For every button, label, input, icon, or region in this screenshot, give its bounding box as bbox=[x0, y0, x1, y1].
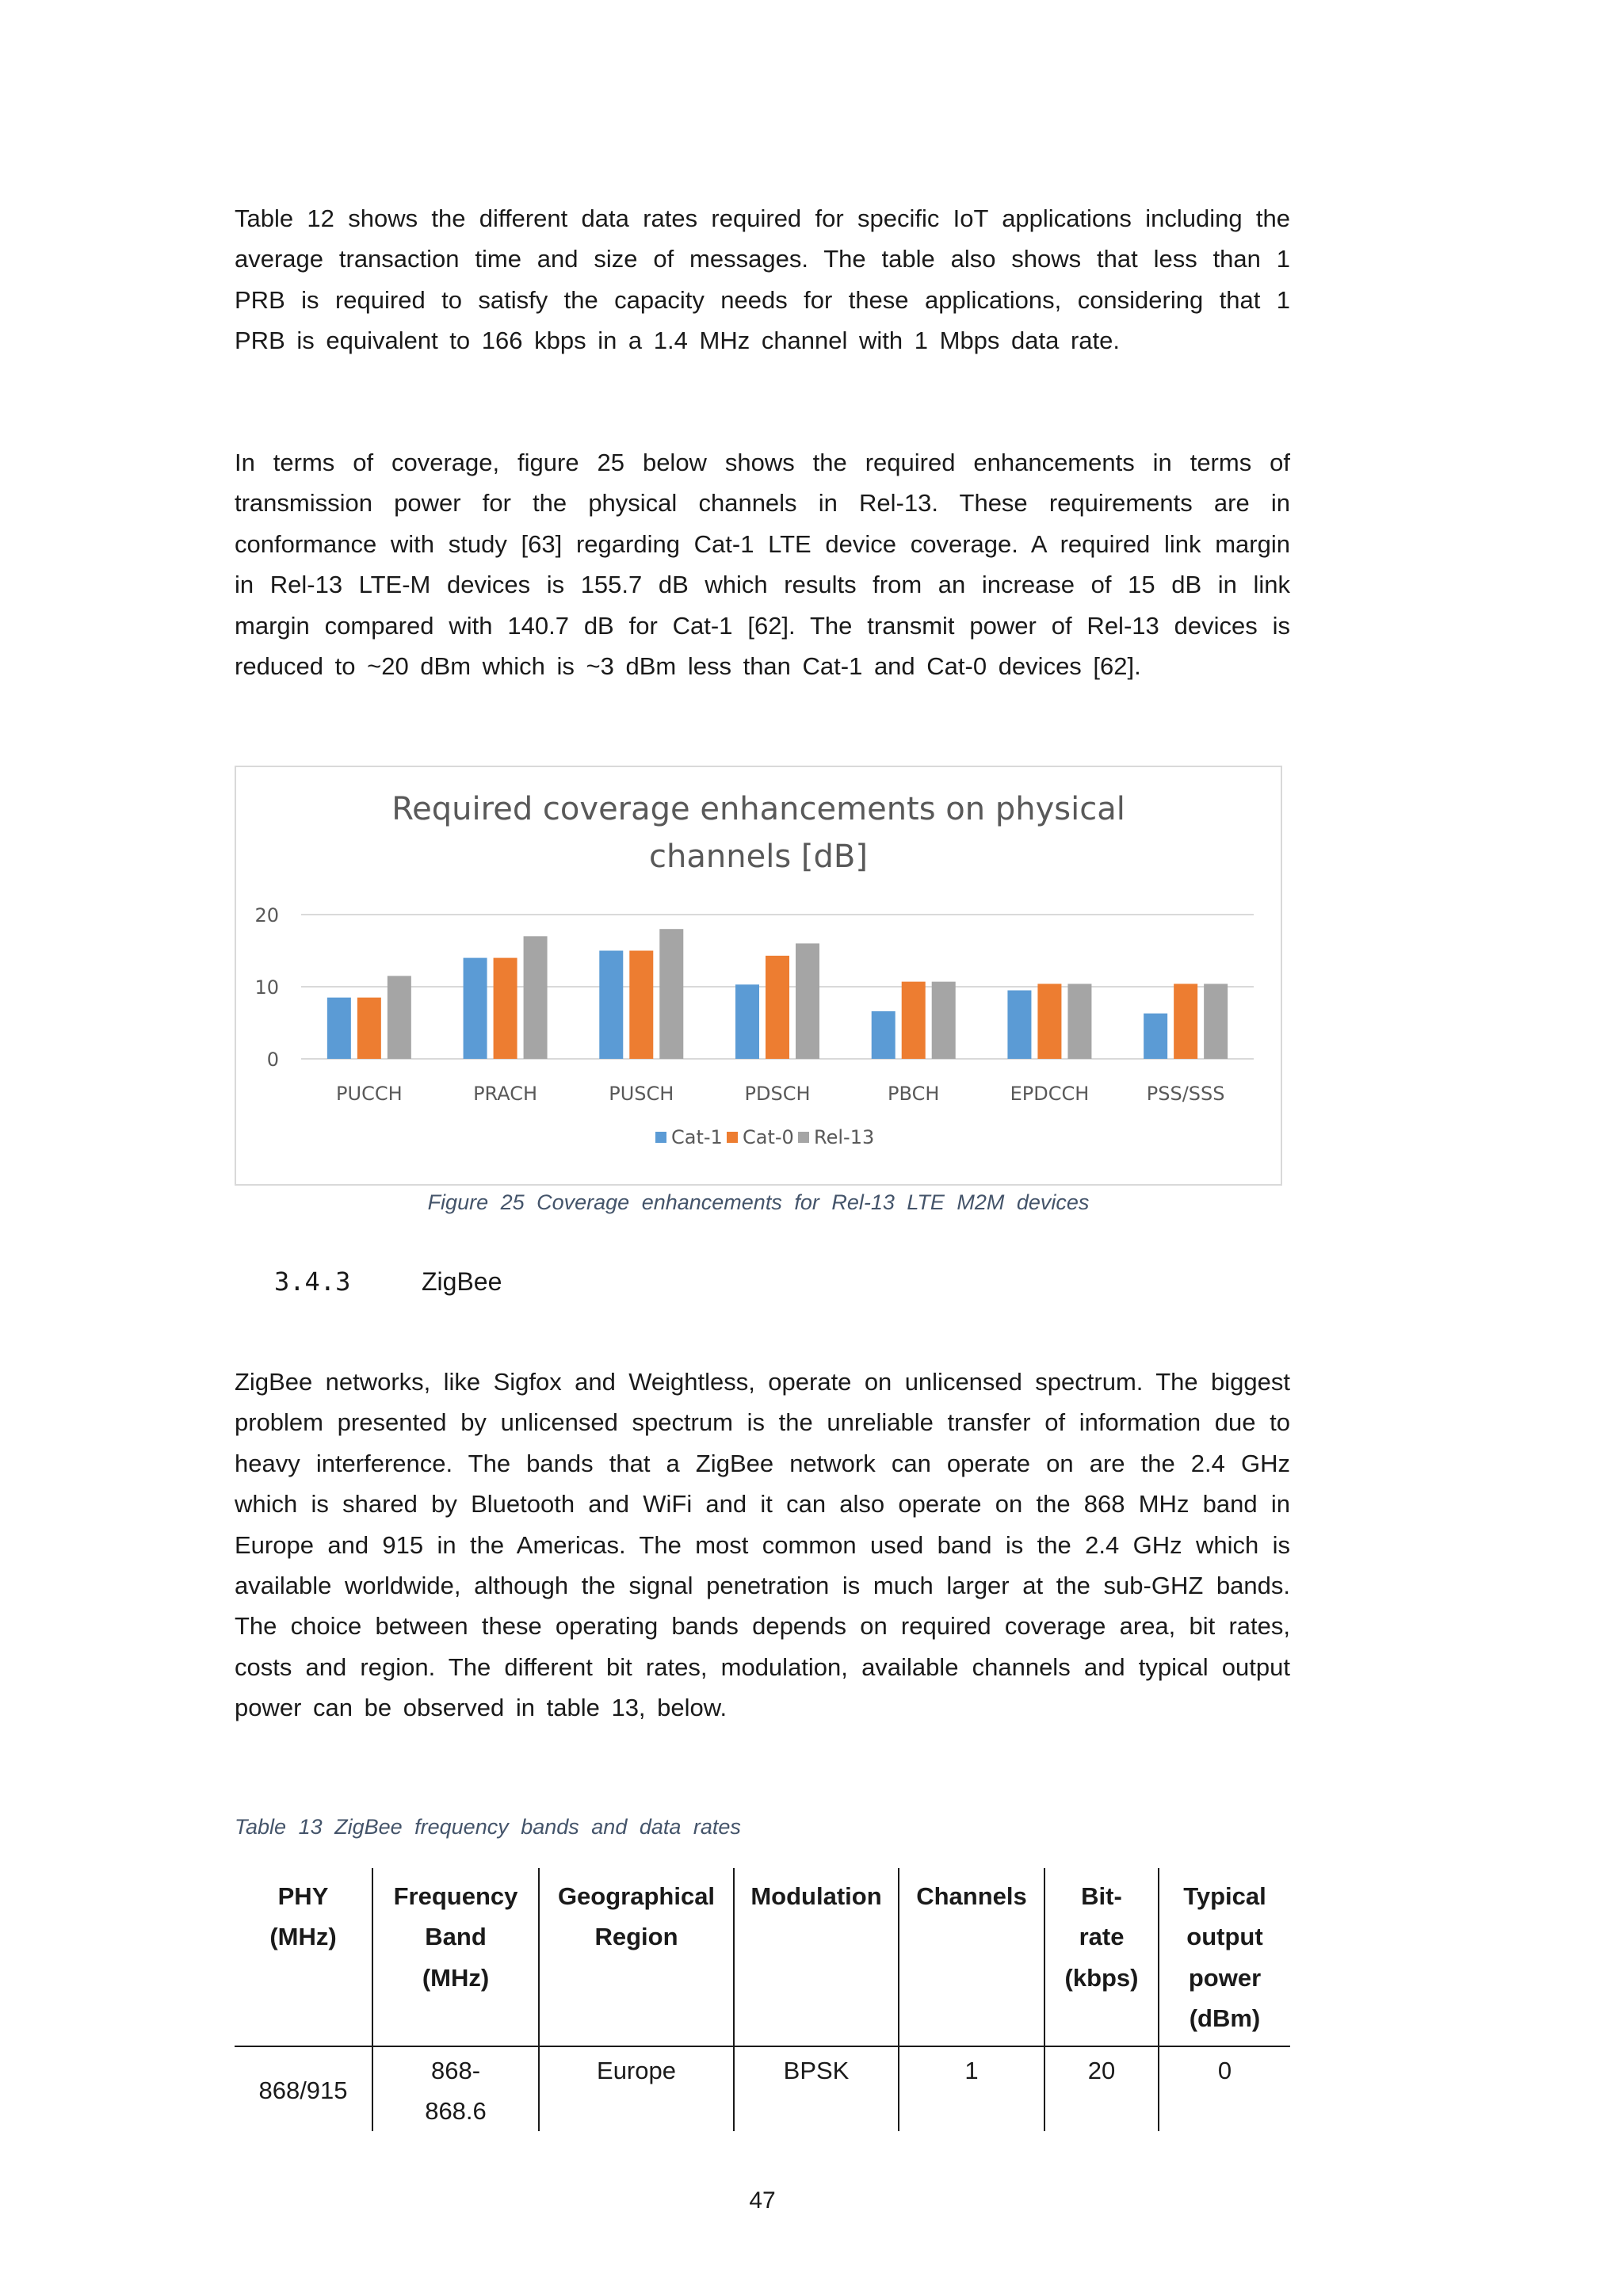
bar-cat-1-psssss bbox=[1144, 1014, 1167, 1059]
header-frequency-band: Frequency Band (MHz) bbox=[372, 1868, 539, 2046]
bar-cat-1-prach bbox=[464, 958, 487, 1059]
paragraph-coverage: In terms of coverage, figure 25 below shows the required enhancements in terms of transmission power for the physical channels in Rel-13. These requirements are in conformance with study [63] regarding Cat-1 LTE device coverage. A required link margin in Rel-13 LTE-M devices is 155.7 dB which results from an increase of 15 dB in link margin compared with 140.7 dB for Cat-1 [62]. The transmit power of Rel-13 devices is reduced to ~20 dBm which is ~3 dBm less than Cat-1 and Cat-0 devices [62]. bbox=[235, 449, 1290, 681]
paragraph-zigbee: ZigBee networks, like Sigfox and Weightless, operate on unlicensed spectrum. The biggest problem presented by unlicensed spectrum is the unreliable transfer of information due to heavy interference. The bands that a ZigBee network can operate on are the 2.4 GHz which is shared by Bluetooth and WiFi and it can also operate on the 868 MHz band in Europe and 915 in the Americas. The most common used band is the 2.4 GHz which is available worldwide, although the signal penetration is much larger at the sub-GHZ bands. The choice between these operating bands depends on required coverage area, bit rates, costs and region. The different bit rates, modulation, available channels and typical output power can be observed in table 13, below. bbox=[235, 1368, 1290, 1722]
bar-rel-13-pucch bbox=[388, 976, 411, 1059]
section-heading bbox=[274, 1266, 502, 1297]
bar-rel-13-prach bbox=[524, 936, 548, 1059]
x-tick-label: PBCH bbox=[888, 1083, 940, 1105]
bar-cat-0-prach bbox=[494, 958, 517, 1059]
bar-cat-0-pdsch bbox=[766, 956, 789, 1059]
y-tick-label: 0 bbox=[266, 1049, 279, 1071]
x-tick-label: EPDCCH bbox=[1010, 1083, 1090, 1105]
chart-title-line-1: Required coverage enhancements on physical bbox=[391, 791, 1125, 827]
bar-cat-0-pucch bbox=[357, 998, 381, 1059]
section-title: ZigBee bbox=[422, 1267, 502, 1296]
bar-cat-1-pdsch bbox=[735, 984, 759, 1059]
legend-label-cat-1: Cat-1 bbox=[671, 1126, 723, 1148]
header-bit-rate: Bit- rate (kbps) bbox=[1044, 1868, 1159, 2046]
table-header-row bbox=[235, 1868, 1290, 2046]
bar-cat-1-epdcch bbox=[1007, 991, 1031, 1059]
header-geographical-region: Geographical Region bbox=[539, 1868, 734, 2046]
cell-power: 0 bbox=[1159, 2046, 1290, 2132]
header-phy: PHY (MHz) bbox=[235, 1868, 372, 2046]
coverage-chart-svg bbox=[236, 767, 1281, 1184]
paragraph-table12-data-rates: Table 12 shows the different data rates required for specific IoT applications including the average transaction time and size of messages. The table also shows that less than 1 PRB is required to satisfy the capacity needs for these applications, considering that 1 PRB is equivalent to 166 kbps in a 1.4 MHz channel with 1 Mbps data rate. bbox=[235, 204, 1290, 355]
cell-region: Europe bbox=[539, 2046, 734, 2132]
bar-rel-13-pusch bbox=[659, 929, 683, 1059]
bar-rel-13-psssss bbox=[1204, 984, 1228, 1059]
bar-rel-13-epdcch bbox=[1067, 984, 1091, 1059]
bar-cat-0-pusch bbox=[629, 951, 653, 1060]
chart-y-tick-labels bbox=[254, 904, 279, 1071]
bar-cat-0-pbch bbox=[902, 982, 926, 1059]
legend-swatch-cat-0 bbox=[727, 1132, 738, 1143]
zigbee-bands-table bbox=[235, 1868, 1290, 2131]
bar-cat-1-pbch bbox=[872, 1011, 896, 1059]
chart-title-line-2: channels [dB] bbox=[649, 839, 868, 875]
page-number: 47 bbox=[749, 2187, 776, 2214]
x-tick-label: PUSCH bbox=[609, 1083, 674, 1105]
x-tick-label: PUCCH bbox=[336, 1083, 403, 1105]
y-tick-label: 20 bbox=[254, 904, 279, 926]
legend-label-rel-13: Rel-13 bbox=[814, 1126, 875, 1148]
chart-x-tick-labels bbox=[336, 1083, 1224, 1105]
cell-phy: 868/915 bbox=[258, 2076, 348, 2105]
x-tick-label: PSS/SSS bbox=[1146, 1083, 1225, 1105]
bar-cat-1-pucch bbox=[327, 998, 351, 1059]
legend-swatch-cat-1 bbox=[655, 1132, 666, 1143]
header-typical-output-power: Typical output power (dBm) bbox=[1159, 1868, 1290, 2046]
bar-cat-1-pusch bbox=[599, 951, 623, 1060]
legend-label-cat-0: Cat-0 bbox=[743, 1126, 794, 1148]
chart-bars bbox=[327, 929, 1228, 1059]
bar-rel-13-pbch bbox=[932, 982, 956, 1059]
table-caption: Table 13 ZigBee frequency bands and data rates bbox=[235, 1815, 741, 1839]
chart-legend bbox=[655, 1126, 874, 1148]
legend-swatch-rel-13 bbox=[798, 1132, 809, 1143]
cell-frequency-band: 868- 868.6 bbox=[372, 2046, 539, 2132]
cell-channels: 1 bbox=[899, 2046, 1044, 2132]
y-tick-label: 10 bbox=[254, 976, 279, 999]
header-modulation: Modulation bbox=[734, 1868, 899, 2046]
bar-cat-0-epdcch bbox=[1037, 984, 1061, 1059]
x-tick-label: PRACH bbox=[473, 1083, 538, 1105]
x-tick-label: PDSCH bbox=[744, 1083, 811, 1105]
bar-rel-13-pdsch bbox=[796, 943, 819, 1059]
chart-title bbox=[391, 791, 1125, 875]
header-channels: Channels bbox=[899, 1868, 1044, 2046]
coverage-chart bbox=[235, 766, 1282, 1186]
cell-bitrate: 20 bbox=[1044, 2046, 1159, 2132]
bar-cat-0-psssss bbox=[1174, 984, 1197, 1059]
figure-caption: Figure 25 Coverage enhancements for Rel-13 LTE M2M devices bbox=[427, 1190, 1090, 1214]
section-number: 3.4.3 bbox=[274, 1266, 351, 1297]
cell-modulation: BPSK bbox=[734, 2046, 899, 2132]
table-row bbox=[235, 2046, 1290, 2132]
